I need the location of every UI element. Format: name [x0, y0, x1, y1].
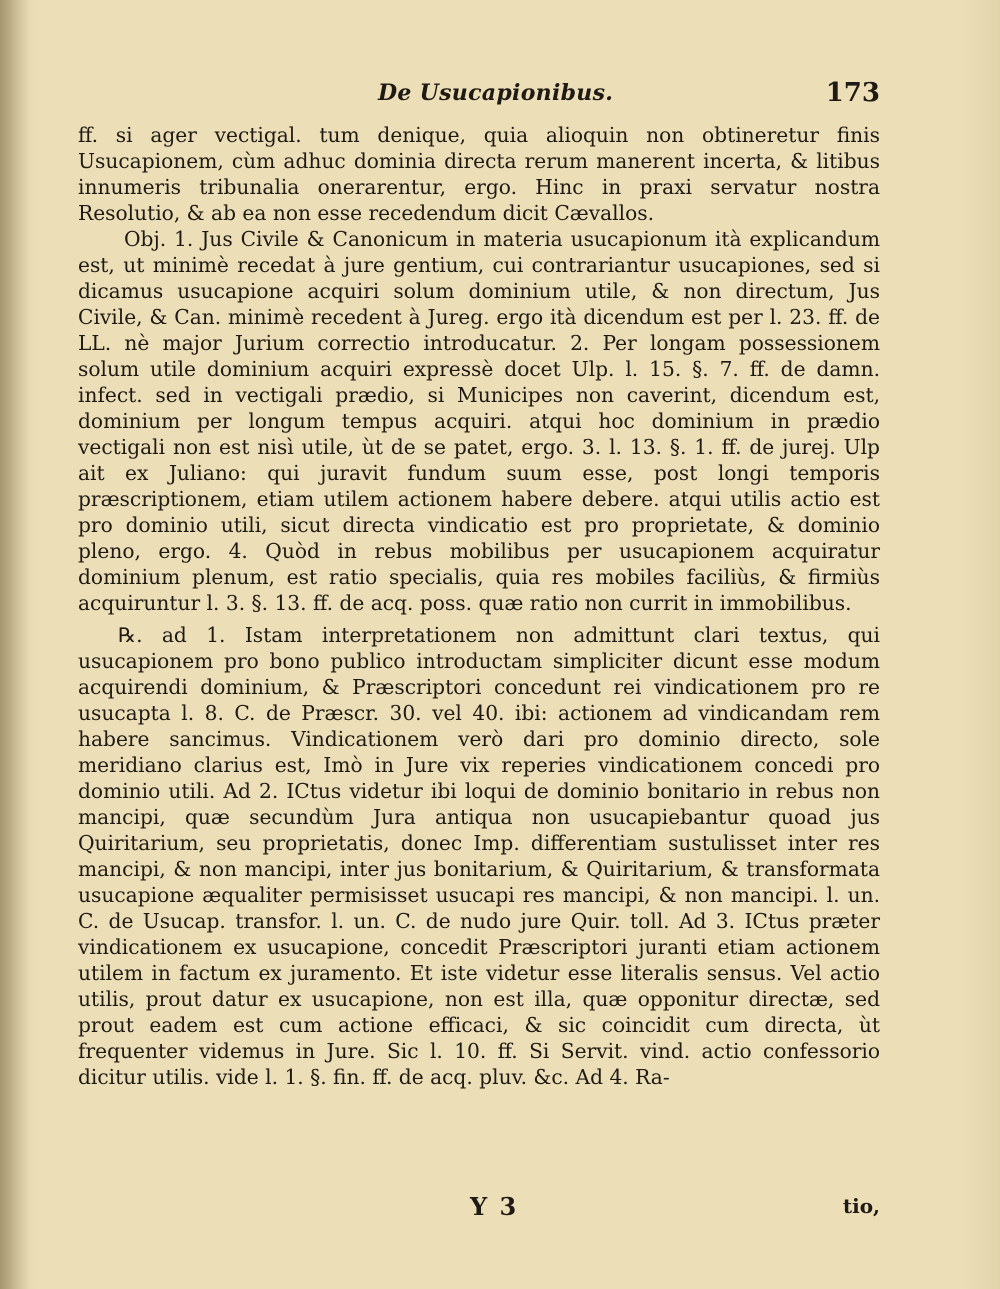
main-text [78, 122, 880, 1090]
gutter-shadow [0, 0, 30, 1289]
paragraph-objections: Obj. 1. Jus Civile & Canonicum in materia usucapionum ità explicandum est, ut minimè recedat à jure gentium, cui contrariantur usucapiones, sed si dicamus usucapione acquiri solum dominium utile, & non directum, Jus Civile, & Can. minimè recedent à Jureg. ergo ità dicendum est per l. 23. ff. de LL. nè major Jurium correctio introducatur. 2. Per longam possessionem solum utile dominium acquiri expressè docet Ulp. l. 15. §. 7. ff. de damn. infect. sed in vectigali prædio, si Municipes non caverint, dicendum est, dominium per longum tempus acquiri. atqui hoc dominium in prædio vectigali non est nisì utile, ùt de se patet, ergo. 3. l. 13. §. 1. ff. de jurej. Ulp ait ex Juliano: qui juravit fundum suum esse, post longi temporis præscriptionem, etiam utilem actionem habere debere. atqui utilis actio est pro dominio utili, sicut directa vindicatio est pro proprietate, & dominio pleno, ergo. 4. Quòd in rebus mobilibus per usucapionem acquiratur dominium plenum, est ratio specialis, quia res mobiles faciliùs, & firmiùs acquiruntur l. 3. §. 13. ff. de acq. poss. quæ ratio non currit in immobilibus. [78, 227, 880, 615]
page-header [78, 78, 880, 112]
paragraph-responses: ℞. ad 1. Istam interpretationem non admittunt clari textus, qui usucapionem pro bono publico introductam simpliciter dicunt esse modum acquirendi dominium, & Præscriptori concedunt rei vindicationem pro re usucapta l. 8. C. de Præscr. 30. vel 40. ibi: actionem ad vindicandam rem habere sancimus. Vindicationem verò dari pro dominio directo, sole meridiano clarius est, Imò in Jure vix reperies vindicationem concedi pro dominio utili. Ad 2. ICtus videtur ibi loqui de dominio bonitario in rebus non mancipi, quæ secundùm Jura antiqua non usucapiebantur quoad jus Quiritarium, seu proprietatis, donec Imp. differentiam sustulisset inter res mancipi, & non mancipi, inter jus bonitarium, & Quiritarium, & transformata usucapione æqualiter permisisset usucapi res mancipi, & non mancipi. l. un. C. de Usucap. transfor. l. un. C. de nudo jure Quir. toll. Ad 3. ICtus præter vindicationem ex usucapione, concedit Præscriptori juranti etiam actionem utilem in factum ex juramento. Et iste videtur esse literalis sensus. Vel actio utilis, prout datur ex usucapione, non est illa, quæ opponitur directæ, sed prout eadem est cum actione efficaci, & sic coincidit cum directa, ùt frequenter videmus in Jure. Sic l. 10. ff. Si Servit. vind. actio confessorio dicitur utilis. vide l. 1. §. fin. ff. de acq. pluv. &c. Ad 4. Ra- [78, 623, 880, 1089]
page-footer [78, 1190, 880, 1220]
catchword: tio, [842, 1194, 880, 1218]
page-number: 173 [825, 78, 880, 108]
signature-mark: Y 3 [470, 1192, 519, 1221]
running-title: De Usucapionibus. [378, 80, 614, 106]
paragraph-continuation: ff. si ager vectigal. tum denique, quia alioquin non obtineretur finis Usucapionem, cùm adhuc dominia directa rerum manerent incerta, & litibus innumeris tribunalia onerarentur, ergo. Hinc in praxi servatur nostra Resolutio, & ab ea non esse recedendum dicit Cævallos. [78, 123, 880, 225]
